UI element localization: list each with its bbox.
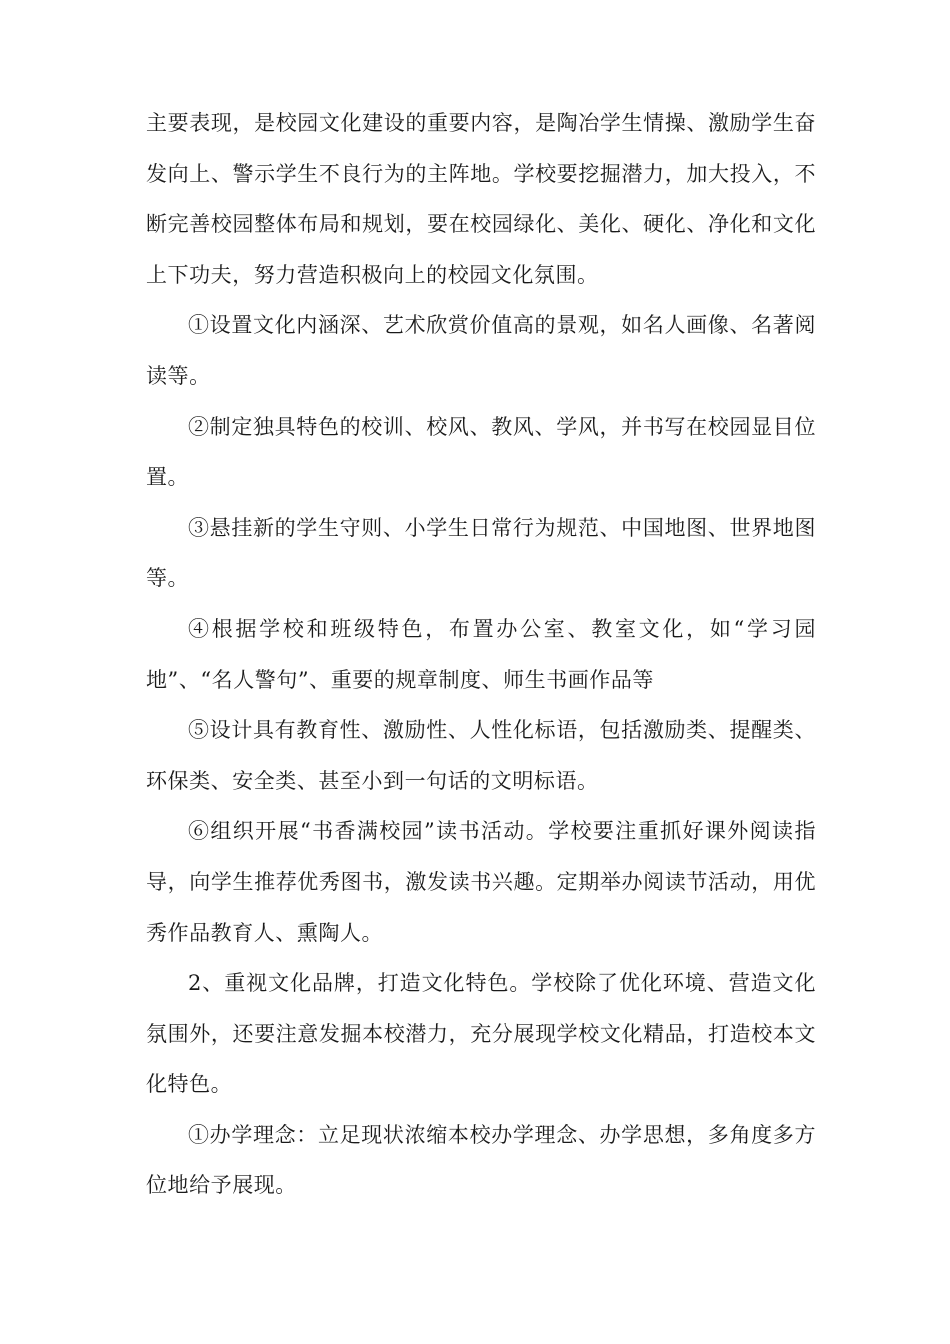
paragraph-section-2: 2、重视文化品牌，打造文化特色。学校除了优化环境、营造文化氛围外，还要注意发掘本校潜力，充分展现学校文化精品，打造校本文化特色。 (146, 971, 816, 1097)
document-body (146, 98, 816, 1211)
paragraph-item-2: ②制定独具特色的校训、校风、教风、学风，并书写在校园显目位置。 (146, 414, 816, 490)
paragraph-item-5: ⑤设计具有教育性、激励性、人性化标语，包括激励类、提醒类、环保类、安全类、甚至小到一句话的文明标语。 (146, 718, 816, 793)
paragraph-intro: 主要表现，是校园文化建设的重要内容，是陶冶学生情操、激励学生奋发向上、警示学生不良行为的主阵地。学校要挖掘潜力，加大投入，不断完善校园整体布局和规划，要在校园绿化、美化、硬化、净化和文化上下功夫，努力营造积极向上的校园文化氛围。 (146, 111, 816, 287)
paragraph-item-2-1: ①办学理念：立足现状浓缩本校办学理念、办学思想，多角度多方位地给予展现。 (146, 1122, 816, 1198)
paragraph-item-1: ①设置文化内涵深、艺术欣赏价值高的景观，如名人画像、名著阅读等。 (146, 313, 816, 388)
paragraph-item-4: ④根据学校和班级特色，布置办公室、教室文化，如“学习园地”、“名人警句”、重要的规章制度、师生书画作品等 (146, 616, 816, 692)
paragraph-item-3: ③悬挂新的学生守则、小学生日常行为规范、中国地图、世界地图等。 (146, 515, 816, 591)
paragraph-item-6: ⑥组织开展“书香满校园”读书活动。学校要注重抓好课外阅读指导，向学生推荐优秀图书，激发读书兴趣。定期举办阅读节活动，用优秀作品教育人、熏陶人。 (146, 819, 816, 945)
